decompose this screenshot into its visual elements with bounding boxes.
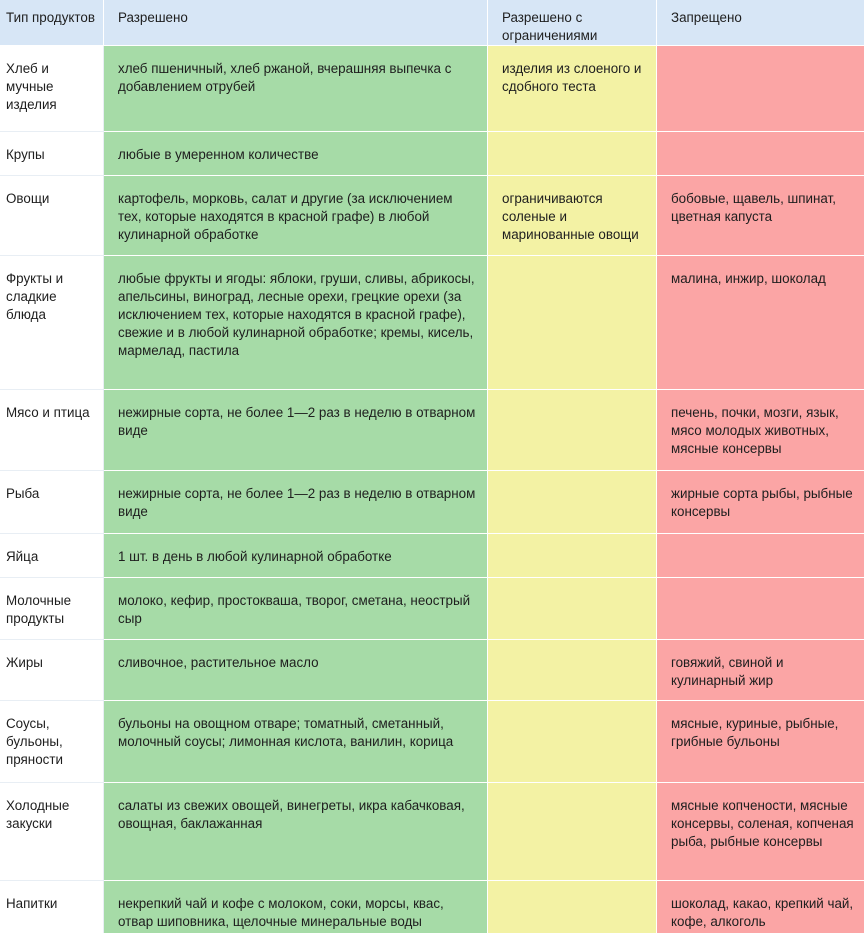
cell-limited: ограничиваются соленые и маринованные овощи <box>488 176 657 256</box>
cell-type: Напитки <box>0 881 104 933</box>
header-limited: Разрешено с ограничениями <box>488 0 657 46</box>
cell-allowed: салаты из свежих овощей, винегреты, икра кабачковая, овощная, баклажанная <box>104 783 488 881</box>
cell-forbidden: говяжий, свиной и кулинарный жир <box>657 640 864 701</box>
cell-type: Холодные закуски <box>0 783 104 881</box>
header-row <box>0 0 864 46</box>
cell-allowed: сливочное, растительное масло <box>104 640 488 701</box>
cell-limited <box>488 390 657 471</box>
cell-type: Рыба <box>0 471 104 534</box>
table-row <box>0 132 864 176</box>
cell-limited <box>488 471 657 534</box>
cell-limited <box>488 701 657 783</box>
table-row <box>0 176 864 256</box>
cell-forbidden <box>657 578 864 640</box>
cell-limited <box>488 534 657 578</box>
cell-forbidden: бобовые, щавель, шпинат, цветная капуста <box>657 176 864 256</box>
table-row <box>0 881 864 933</box>
table-row <box>0 390 864 471</box>
cell-forbidden: шоколад, какао, крепкий чай, кофе, алкоголь <box>657 881 864 933</box>
header-forbidden: Запрещено <box>657 0 864 46</box>
table-row <box>0 256 864 390</box>
cell-type: Хлеб и мучные изделия <box>0 46 104 132</box>
cell-forbidden: жирные сорта рыбы, рыбные консервы <box>657 471 864 534</box>
cell-allowed: бульоны на овощном отваре; томатный, сметанный, молочный соусы; лимонная кислота, ванилин, корица <box>104 701 488 783</box>
cell-type: Фрукты и сладкие блюда <box>0 256 104 390</box>
cell-limited <box>488 256 657 390</box>
cell-limited <box>488 132 657 176</box>
cell-limited: изделия из слоеного и сдобного теста <box>488 46 657 132</box>
header-allowed: Разрешено <box>104 0 488 46</box>
table-row <box>0 578 864 640</box>
cell-allowed: 1 шт. в день в любой кулинарной обработке <box>104 534 488 578</box>
cell-limited <box>488 640 657 701</box>
cell-allowed: любые фрукты и ягоды: яблоки, груши, сливы, абрикосы, апельсины, виноград, лесные орехи, грецкие орехи (за исключением тех, которые находятся в красной графе), свежие и в любой кулинарной обработке; кремы, кисель, мармелад, пастила <box>104 256 488 390</box>
cell-limited <box>488 783 657 881</box>
header-type: Тип продуктов <box>0 0 104 46</box>
cell-forbidden: малина, инжир, шоколад <box>657 256 864 390</box>
cell-allowed: молоко, кефир, простокваша, творог, сметана, неострый сыр <box>104 578 488 640</box>
cell-allowed: некрепкий чай и кофе с молоком, соки, морсы, квас, отвар шиповника, щелочные минеральные воды <box>104 881 488 933</box>
cell-type: Молочные продукты <box>0 578 104 640</box>
cell-allowed: нежирные сорта, не более 1—2 раз в неделю в отварном виде <box>104 471 488 534</box>
cell-allowed: любые в умеренном количестве <box>104 132 488 176</box>
table-row <box>0 783 864 881</box>
cell-limited <box>488 578 657 640</box>
cell-forbidden: мясные, куриные, рыбные, грибные бульоны <box>657 701 864 783</box>
cell-forbidden <box>657 46 864 132</box>
cell-limited <box>488 881 657 933</box>
table-row <box>0 701 864 783</box>
table-row <box>0 46 864 132</box>
cell-type: Яйца <box>0 534 104 578</box>
cell-type: Мясо и птица <box>0 390 104 471</box>
cell-type: Соусы, бульоны, пряности <box>0 701 104 783</box>
table-row <box>0 534 864 578</box>
cell-allowed: хлеб пшеничный, хлеб ржаной, вчерашняя выпечка с добавлением отрубей <box>104 46 488 132</box>
cell-forbidden <box>657 132 864 176</box>
cell-type: Овощи <box>0 176 104 256</box>
cell-type: Крупы <box>0 132 104 176</box>
table-row <box>0 640 864 701</box>
table-row <box>0 471 864 534</box>
cell-allowed: картофель, морковь, салат и другие (за исключением тех, которые находятся в красной графе) в любой кулинарной обработке <box>104 176 488 256</box>
cell-forbidden <box>657 534 864 578</box>
cell-allowed: нежирные сорта, не более 1—2 раз в неделю в отварном виде <box>104 390 488 471</box>
cell-forbidden: мясные копчености, мясные консервы, соленая, копченая рыба, рыбные консервы <box>657 783 864 881</box>
cell-type: Жиры <box>0 640 104 701</box>
cell-forbidden: печень, почки, мозги, язык, мясо молодых животных, мясные консервы <box>657 390 864 471</box>
